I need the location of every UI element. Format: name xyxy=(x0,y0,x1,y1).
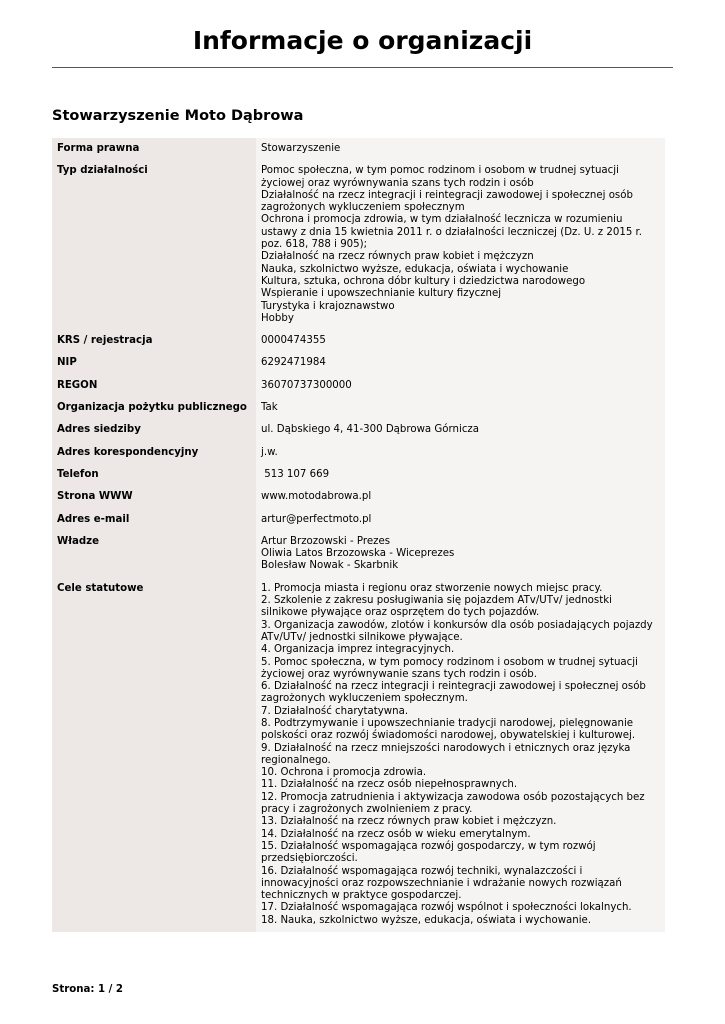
list-item: Turystyka i krajoznawstwo xyxy=(261,300,395,312)
row-value-statutory-goals xyxy=(256,578,665,932)
row-value-correspondence: j.w. xyxy=(256,442,665,464)
list-item: 16. Działalność wspomagająca rozwój techniki, wynalazczości i innowacyjności oraz rozpowszechnianie i wdrażanie nowych rozwiązań technicznych w praktyce gospodarczej. xyxy=(261,865,622,902)
table-row xyxy=(52,138,665,160)
row-value-phone: 513 107 669 xyxy=(256,464,665,486)
row-label: Władze xyxy=(52,531,256,578)
page-title: Informacje o organizacji xyxy=(192,26,533,55)
row-value-activity-types xyxy=(256,160,665,330)
row-value-krs: 0000474355 xyxy=(256,330,665,352)
list-item: Działalność na rzecz równych praw kobiet i mężczyzn xyxy=(261,251,534,263)
list-item: 13. Działalność na rzecz równych praw kobiet i mężczyzn. xyxy=(261,816,557,828)
list-item: 10. Ochrona i promocja zdrowia. xyxy=(261,767,427,779)
row-label: NIP xyxy=(52,352,256,374)
table-row xyxy=(52,442,665,464)
row-value-website: www.motodabrowa.pl xyxy=(256,486,665,508)
table-row xyxy=(52,397,665,419)
table-row xyxy=(52,352,665,374)
list-item: 8. Podtrzymywanie i upowszechnianie tradycji narodowej, pielęgnowanie polskości oraz rozwój świadomości narodowej, obywatelskiej i kulturowej. xyxy=(261,717,636,742)
list-item: Pomoc społeczna, w tym pomoc rodzinom i osobom w trudnej sytuacji życiowej oraz wyrównywania szans tych rodzin i osób xyxy=(261,165,619,189)
list-item: Artur Brzozowski - Prezes xyxy=(261,535,391,547)
table-row xyxy=(52,486,665,508)
row-value-legal-form: Stowarzyszenie xyxy=(256,138,665,160)
list-item: Ochrona i promocja zdrowia, w tym działalność lecznicza w rozumieniu ustawy z dnia 15 kwietnia 2011 r. o działalności leczniczej (Dz. U. z 2015 r. poz. 618, 788 i 905); xyxy=(261,214,643,251)
row-label: Typ działalności xyxy=(52,160,256,330)
table-row xyxy=(52,419,665,441)
row-label: Organizacja pożytku publicznego xyxy=(52,397,256,419)
list-item: Nauka, szkolnictwo wyższe, edukacja, oświata i wychowanie xyxy=(261,263,569,275)
list-item: Wspieranie i upowszechnianie kultury fizycznej xyxy=(261,288,502,300)
list-item: Bolesław Nowak - Skarbnik xyxy=(261,560,399,572)
row-value-nip: 6292471984 xyxy=(256,352,665,374)
organization-name: Stowarzyszenie Moto Dąbrowa xyxy=(52,108,304,124)
row-label: Adres e-mail xyxy=(52,509,256,531)
list-item: Kultura, sztuka, ochrona dóbr kultury i dziedzictwa narodowego xyxy=(261,275,586,287)
list-item: 4. Organizacja imprez integracyjnych. xyxy=(261,644,455,656)
table-row xyxy=(52,160,665,330)
list-item: 6. Działalność na rzecz integracji i reintegracji zawodowej i społecznej osób zagrożonych wykluczeniem społecznym. xyxy=(261,681,646,705)
list-item: Oliwia Latos Brzozowska - Wiceprezes xyxy=(261,548,455,560)
row-label: Cele statutowe xyxy=(52,578,256,932)
row-label: Forma prawna xyxy=(52,138,256,160)
row-value-authorities xyxy=(256,531,665,578)
organization-info-table xyxy=(52,138,665,932)
row-label: Adres korespondencyjny xyxy=(52,442,256,464)
list-item: 9. Działalność na rzecz mniejszości narodowych i etnicznych oraz języka regionalnego. xyxy=(261,742,631,766)
list-item: Działalność na rzecz integracji i reintegracji zawodowej i społecznej osób zagrożonych wykluczeniem społecznym xyxy=(261,189,633,214)
list-item: 1. Promocja miasta i regionu oraz stworzenie nowych miejsc pracy. xyxy=(261,582,603,594)
row-label: Strona WWW xyxy=(52,486,256,508)
table-row xyxy=(52,578,665,932)
list-item: 5. Pomoc społeczna, w tym pomocy rodzinom i osobom w trudnej sytuacji życiowej oraz wyrównywanie szans tych rodzin i osób. xyxy=(261,656,638,680)
list-item: 15. Działalność wspomagająca rozwój gospodarczy, w tym rozwój przedsiębiorczości. xyxy=(261,840,596,865)
list-item: 14. Działalność na rzecz osób w wieku emerytalnym. xyxy=(261,828,531,840)
table-row xyxy=(52,330,665,352)
table-row xyxy=(52,464,665,486)
list-item: 18. Nauka, szkolnictwo wyższe, edukacja, oświata i wychowanie. xyxy=(261,914,592,926)
table-row xyxy=(52,375,665,397)
list-item: 7. Działalność charytatywna. xyxy=(261,705,409,717)
row-value-opp: Tak xyxy=(256,397,665,419)
list-item: 17. Działalność wspomagająca rozwój wspólnot i społeczności lokalnych. xyxy=(261,902,632,914)
row-label: REGON xyxy=(52,375,256,397)
row-label: KRS / rejestracja xyxy=(52,330,256,352)
list-item: 2. Szkolenie z zakresu posługiwania się pojazdem ATv/UTv/ jednostki silnikowe pływające oraz osprzętem do tych pojazdów. xyxy=(261,595,612,619)
list-item: 12. Promocja zatrudnienia i aktywizacja zawodowa osób pozostających bez pracy i zagrożonych zwolnieniem z pracy. xyxy=(261,791,645,816)
table-row xyxy=(52,531,665,578)
page-number: Strona: 1 / 2 xyxy=(52,984,123,995)
row-value-headquarters: ul. Dąbskiego 4, 41-300 Dąbrowa Górnicza xyxy=(256,419,665,441)
row-value-regon: 36070737300000 xyxy=(256,375,665,397)
row-label: Telefon xyxy=(52,464,256,486)
row-label: Adres siedziby xyxy=(52,419,256,441)
list-item: 3. Organizacja zawodów, zlotów i konkursów dla osób posiadających pojazdy ATv/UTv/ jednostki silnikowe pływające. xyxy=(261,619,653,643)
list-item: 11. Działalność na rzecz osób niepełnosprawnych. xyxy=(261,779,518,791)
table-row xyxy=(52,509,665,531)
list-item: Hobby xyxy=(261,312,294,324)
row-value-email: artur@perfectmoto.pl xyxy=(256,509,665,531)
title-divider xyxy=(52,67,673,68)
